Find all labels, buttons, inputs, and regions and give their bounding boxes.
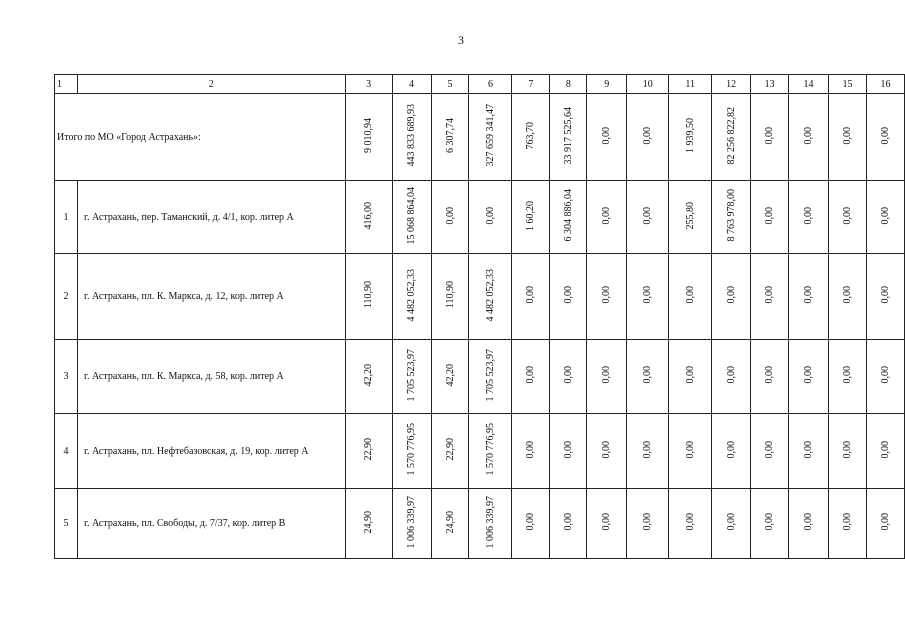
row-value (345, 340, 392, 414)
total-label: Итого по МО «Город Астрахань»: (55, 94, 346, 181)
column-header: 11 (669, 75, 712, 94)
total-value (712, 94, 751, 181)
row-value (828, 340, 866, 414)
cell-value: 0,00 (803, 513, 815, 531)
row-value (431, 181, 469, 254)
table-row (55, 254, 905, 340)
row-value (431, 489, 469, 559)
row-number: 1 (55, 181, 78, 254)
cell-value: 0,00 (764, 286, 776, 304)
row-value (669, 414, 712, 489)
row-value (392, 489, 431, 559)
row-value (712, 340, 751, 414)
row-value (669, 181, 712, 254)
cell-value: 0,00 (764, 366, 776, 384)
table-row (55, 489, 905, 559)
cell-value: 9 010,94 (363, 118, 375, 153)
cell-value: 42,20 (444, 363, 456, 387)
total-value (550, 94, 587, 181)
cell-value: 0,00 (725, 440, 737, 459)
cell-value: 0,00 (642, 286, 654, 304)
cell-value: 0,00 (562, 440, 574, 459)
cell-value: 1 705 523,97 (406, 348, 418, 402)
row-value (828, 489, 866, 559)
row-value (550, 414, 587, 489)
column-header: 5 (431, 75, 469, 94)
cell-value: 0,00 (684, 286, 696, 304)
cell-value: 0,00 (879, 440, 891, 459)
column-header: 15 (828, 75, 866, 94)
total-value (627, 94, 669, 181)
total-value (345, 94, 392, 181)
cell-value: 443 833 689,93 (406, 104, 418, 167)
cell-value: 327 659 341,47 (484, 104, 496, 167)
row-value (392, 340, 431, 414)
table-row (55, 340, 905, 414)
column-header: 8 (550, 75, 587, 94)
total-value (669, 94, 712, 181)
column-header: 13 (751, 75, 789, 94)
cell-value: 22,90 (444, 438, 456, 461)
cell-value: 0,00 (841, 126, 853, 145)
cell-value: 0,00 (601, 366, 613, 384)
cell-value: 33 917 525,64 (562, 106, 574, 165)
column-header: 7 (512, 75, 550, 94)
row-value (469, 340, 512, 414)
total-value (392, 94, 431, 181)
cell-value: 0,00 (642, 126, 654, 145)
row-value (512, 181, 550, 254)
row-address: г. Астрахань, пл. К. Маркса, д. 58, кор. литер А (77, 340, 345, 414)
row-value (712, 254, 751, 340)
column-header: 10 (627, 75, 669, 94)
row-value (789, 340, 829, 414)
cell-value: 0,00 (525, 366, 537, 384)
cell-value: 0,00 (642, 513, 654, 531)
column-header: 4 (392, 75, 431, 94)
row-value (392, 254, 431, 340)
row-address: г. Астрахань, пл. К. Маркса, д. 12, кор. литер А (77, 254, 345, 340)
cell-value: 0,00 (444, 206, 456, 225)
cell-value: 4 482 052,33 (406, 268, 418, 322)
cell-value: 1 570 776,95 (406, 423, 418, 476)
cell-value: 0,00 (841, 366, 853, 384)
header-row (55, 75, 905, 94)
cell-value: 1 006 339,97 (484, 495, 496, 549)
cell-value: 0,00 (841, 440, 853, 459)
row-value (469, 181, 512, 254)
cell-value: 0,00 (879, 206, 891, 225)
column-header: 6 (469, 75, 512, 94)
cell-value: 24,90 (363, 510, 375, 534)
row-value (828, 254, 866, 340)
row-value (866, 414, 904, 489)
column-header: 14 (789, 75, 829, 94)
row-value (469, 254, 512, 340)
row-value (512, 340, 550, 414)
cell-value: 4 482 052,33 (484, 268, 496, 322)
row-number: 4 (55, 414, 78, 489)
cell-value: 15 068 864,04 (406, 186, 418, 245)
column-header: 2 (77, 75, 345, 94)
row-value (431, 254, 469, 340)
row-value (392, 414, 431, 489)
row-value (587, 489, 627, 559)
row-value (712, 489, 751, 559)
cell-value: 0,00 (879, 366, 891, 384)
row-value (789, 181, 829, 254)
row-value (627, 489, 669, 559)
row-value (866, 254, 904, 340)
data-table (54, 74, 905, 559)
cell-value: 1 705 523,97 (484, 348, 496, 402)
cell-value: 0,00 (642, 366, 654, 384)
row-value (431, 340, 469, 414)
cell-value: 24,90 (444, 510, 456, 534)
row-address: г. Астрахань, пл. Нефтебазовская, д. 19, кор. литер А (77, 414, 345, 489)
row-value (866, 181, 904, 254)
row-value (751, 254, 789, 340)
cell-value: 0,00 (601, 440, 613, 459)
row-value (669, 489, 712, 559)
row-value (392, 181, 431, 254)
row-number: 2 (55, 254, 78, 340)
row-value (828, 414, 866, 489)
total-value (512, 94, 550, 181)
cell-value: 0,00 (879, 286, 891, 304)
row-value (789, 489, 829, 559)
cell-value: 0,00 (803, 286, 815, 304)
row-value (587, 340, 627, 414)
cell-value: 6 307,74 (444, 118, 456, 153)
total-value (587, 94, 627, 181)
table-row (55, 181, 905, 254)
cell-value: 0,00 (764, 440, 776, 459)
cell-value: 0,00 (562, 513, 574, 531)
cell-value: 0,00 (642, 206, 654, 225)
row-address: г. Астрахань, пер. Таманский, д. 4/1, кор. литер А (77, 181, 345, 254)
cell-value: 0,00 (601, 126, 613, 145)
table-body (55, 75, 905, 559)
cell-value: 0,00 (525, 440, 537, 459)
row-value (669, 340, 712, 414)
column-header: 12 (712, 75, 751, 94)
row-number: 5 (55, 489, 78, 559)
cell-value: 0,00 (803, 366, 815, 384)
row-value (512, 414, 550, 489)
row-value (587, 254, 627, 340)
row-value (789, 254, 829, 340)
cell-value: 0,00 (601, 513, 613, 531)
cell-value: 0,00 (879, 126, 891, 145)
cell-value: 0,00 (879, 513, 891, 531)
row-value (751, 340, 789, 414)
total-value (866, 94, 904, 181)
column-header: 3 (345, 75, 392, 94)
row-value (550, 254, 587, 340)
row-value (627, 254, 669, 340)
row-address: г. Астрахань, пл. Свободы, д. 7/37, кор. литер В (77, 489, 345, 559)
cell-value: 0,00 (684, 513, 696, 531)
row-value (866, 489, 904, 559)
row-value (550, 340, 587, 414)
cell-value: 0,00 (725, 286, 737, 304)
cell-value: 0,00 (601, 206, 613, 225)
cell-value: 0,00 (525, 286, 537, 304)
row-value (627, 181, 669, 254)
cell-value: 0,00 (642, 440, 654, 459)
cell-value: 0,00 (562, 366, 574, 384)
row-value (431, 414, 469, 489)
row-value (469, 414, 512, 489)
cell-value: 0,00 (764, 206, 776, 225)
row-value (587, 181, 627, 254)
cell-value: 0,00 (684, 440, 696, 459)
cell-value: 0,00 (803, 440, 815, 459)
cell-value: 0,00 (601, 286, 613, 304)
cell-value: 1 939,50 (684, 118, 696, 153)
row-value (550, 181, 587, 254)
row-number: 3 (55, 340, 78, 414)
cell-value: 0,00 (764, 513, 776, 531)
row-value (469, 489, 512, 559)
cell-value: 6 304 886,04 (562, 189, 574, 242)
row-value (828, 181, 866, 254)
cell-value: 1 570 776,95 (484, 423, 496, 476)
cell-value: 0,00 (725, 513, 737, 531)
cell-value: 42,20 (363, 363, 375, 387)
cell-value: 0,00 (841, 286, 853, 304)
cell-value: 0,00 (725, 366, 737, 384)
cell-value: 110,90 (444, 281, 456, 309)
cell-value: 0,00 (525, 513, 537, 531)
row-value (512, 254, 550, 340)
total-value (431, 94, 469, 181)
row-value (345, 181, 392, 254)
row-value (587, 414, 627, 489)
row-value (345, 489, 392, 559)
cell-value: 0,00 (841, 513, 853, 531)
cell-value: 0,00 (484, 206, 496, 225)
column-header: 9 (587, 75, 627, 94)
column-header: 1 (55, 75, 78, 94)
row-value (866, 340, 904, 414)
cell-value: 22,90 (363, 438, 375, 461)
row-value (345, 254, 392, 340)
cell-value: 110,90 (363, 281, 375, 309)
cell-value: 0,00 (803, 126, 815, 145)
cell-value: 1 006 339,97 (406, 495, 418, 549)
table-row (55, 414, 905, 489)
cell-value: 8 763 978,00 (725, 189, 737, 242)
cell-value: 0,00 (803, 206, 815, 225)
page-number: 3 (458, 33, 464, 47)
cell-value: 416,00 (363, 201, 375, 230)
total-value (789, 94, 829, 181)
row-value (627, 414, 669, 489)
cell-value: 255,80 (684, 201, 696, 230)
total-value (751, 94, 789, 181)
cell-value: 0,00 (684, 366, 696, 384)
total-value (469, 94, 512, 181)
total-row (55, 94, 905, 181)
cell-value: 82 256 822,82 (725, 106, 737, 165)
cell-value: 0,00 (562, 286, 574, 304)
row-value (669, 254, 712, 340)
row-value (789, 414, 829, 489)
row-value (627, 340, 669, 414)
cell-value: 1 60,20 (525, 200, 537, 231)
row-value (712, 414, 751, 489)
column-header: 16 (866, 75, 904, 94)
total-value (828, 94, 866, 181)
cell-value: 0,00 (764, 126, 776, 145)
row-value (550, 489, 587, 559)
row-value (512, 489, 550, 559)
row-value (751, 489, 789, 559)
row-value (751, 181, 789, 254)
row-value (712, 181, 751, 254)
row-value (345, 414, 392, 489)
cell-value: 0,00 (841, 206, 853, 225)
row-value (751, 414, 789, 489)
cell-value: 763,70 (525, 121, 537, 150)
